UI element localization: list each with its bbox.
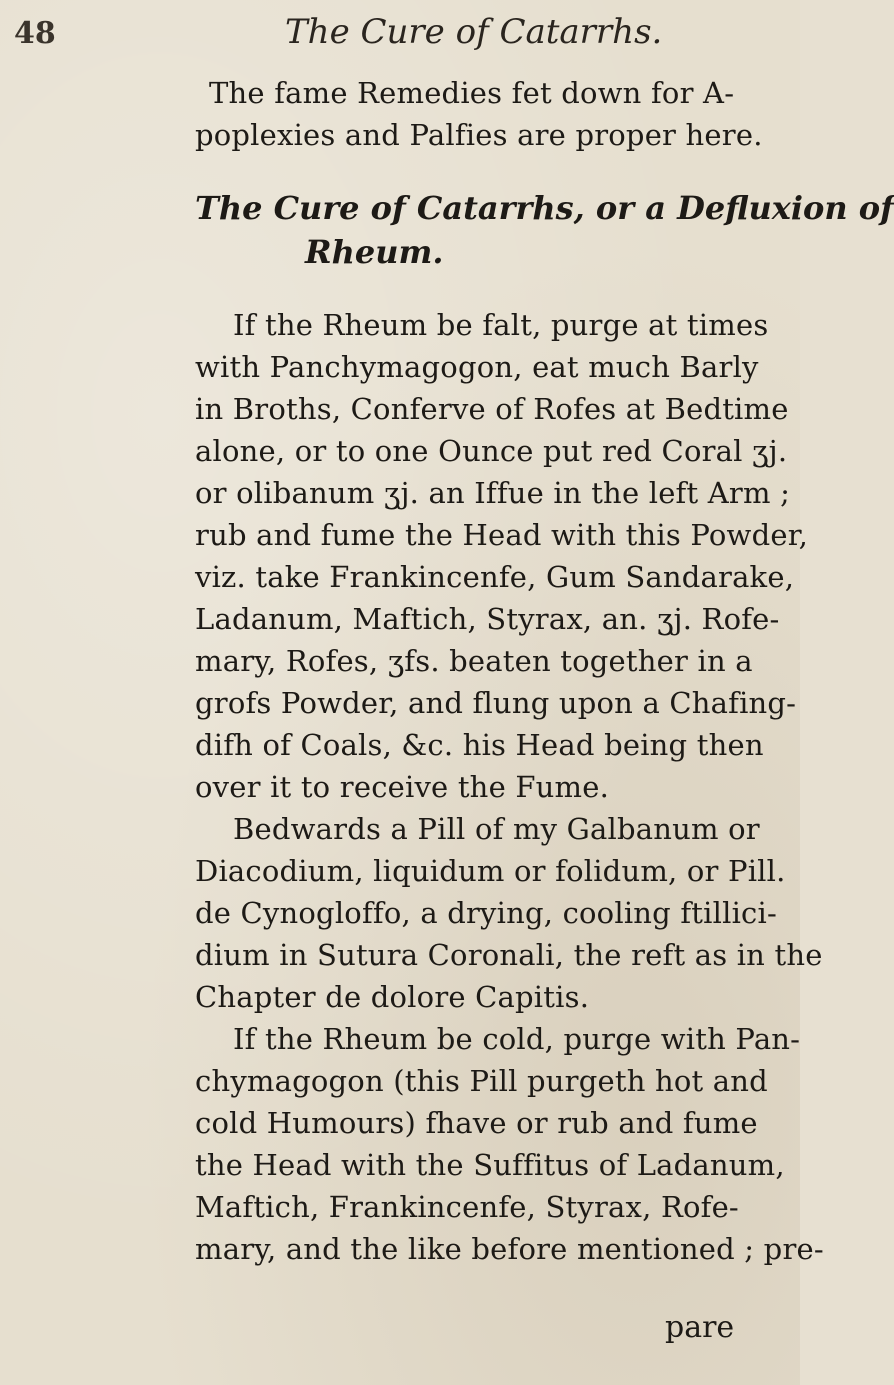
paragraph-line: Bedwards a Pill of my Galbanum or xyxy=(233,812,760,846)
catchword: pare xyxy=(665,1310,735,1345)
paragraph-line: mary, and the like before mentioned ; pre- xyxy=(195,1232,824,1266)
paragraph-line: dium in Sutura Coronali, the reft as in the xyxy=(195,938,823,972)
paragraph-line: the Head with the Suffitus of Ladanum, xyxy=(195,1148,785,1182)
paragraph-line: chymagogon (this Pill purgeth hot and xyxy=(195,1064,768,1098)
paragraph-1 xyxy=(195,304,808,808)
paragraph-line: grofs Powder, and flung upon a Chafing- xyxy=(195,686,797,720)
paragraph-line: alone, or to one Ounce put red Coral ʒj. xyxy=(195,434,788,468)
paragraph-line: mary, Rofes, ʒfs. beaten together in a xyxy=(195,644,753,678)
paragraph-line: Ladanum, Maftich, Styrax, an. ʒj. Rofe- xyxy=(195,602,780,636)
paragraph-3 xyxy=(195,1018,824,1270)
paragraph-line: cold Humours) fhave or rub and fume xyxy=(195,1106,758,1140)
paragraph-line: If the Rheum be cold, purge with Pan- xyxy=(233,1022,801,1056)
text-block xyxy=(195,72,894,1270)
paragraph-line: viz. take Frankincenfe, Gum Sandarake, xyxy=(195,560,795,594)
paragraph-line: If the Rheum be falt, purge at times xyxy=(233,308,769,342)
running-head: The Cure of Catarrhs. xyxy=(285,12,663,52)
section-heading: Rheum. xyxy=(305,233,444,271)
paragraph-line: with Panchymagogon, eat much Barly xyxy=(195,350,759,384)
paragraph-line: difh of Coals, &c. his Head being then xyxy=(195,728,764,762)
paragraph-line: over it to receive the Fume. xyxy=(195,770,610,804)
paragraph-line: Maftich, Frankincenfe, Styrax, Rofe- xyxy=(195,1190,739,1224)
section-heading: The Cure of Catarrhs, or a Defluxion of xyxy=(195,189,894,227)
paragraph-line: or olibanum ʒj. an Iffue in the left Arm ; xyxy=(195,476,791,510)
intro-line: The fame Remedies fet down for A- xyxy=(209,76,735,110)
paragraph-line: in Broths, Conferve of Rofes at Bedtime xyxy=(195,392,789,426)
intro-line: poplexies and Palfies are proper here. xyxy=(195,118,763,152)
paragraph-line: de Cynogloffo, a drying, cooling ftillici- xyxy=(195,896,777,930)
paragraph-line: rub and fume the Head with this Powder, xyxy=(195,518,808,552)
paragraph-2 xyxy=(195,808,823,1018)
paragraph-line: Chapter de dolore Capitis. xyxy=(195,980,590,1014)
page-number: 48 xyxy=(14,16,56,51)
paragraph-line: Diacodium, liquidum or folidum, or Pill. xyxy=(195,854,786,888)
